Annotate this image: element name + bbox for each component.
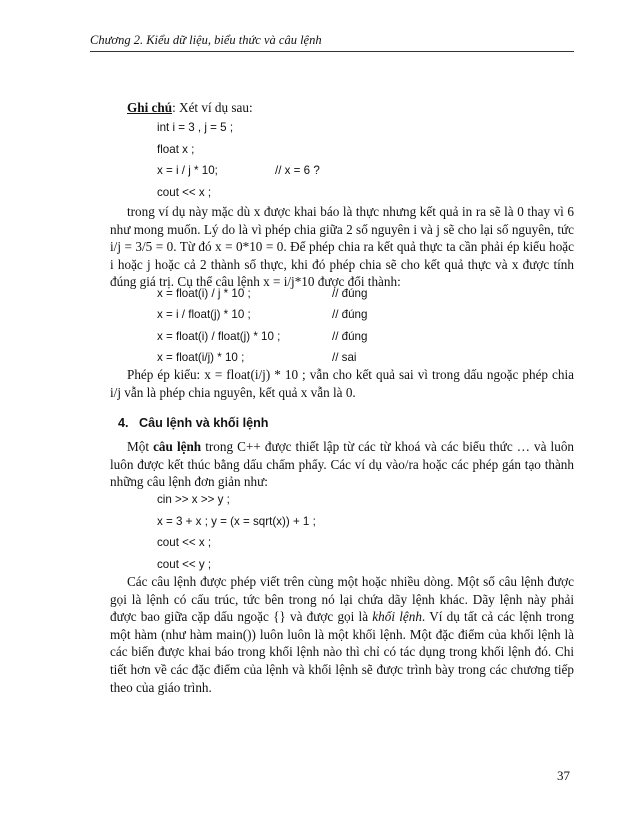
code-line: x = i / j * 10; [157,164,218,177]
paragraph-explanation: trong ví dụ này mặc dù x được khai báo là thực nhưng kết quả in ra sẽ là 0 thay vì 6 như mong muốn. Lý do là vì phép chia giữa 2 số nguyên i và j sẽ cho lại số nguyên, tức i/j = 3/5 = 0. Từ đó x = 0*10 = 0. Để phép chia ra kết quả thực ta cần phải ép kiểu hoặc i hoặc j hoặc cả 2 thành số thực, khi đó phép chia sẽ cho kết quả thực và x được tính đúng giá trị. Cụ thể câu lệnh x = i/j*10 được đổi thành: [110,204,574,290]
code-line: x = i / float(j) * 10 ; [157,308,251,321]
chapter-header: Chương 2. Kiểu dữ liệu, biểu thức và câu lệnh [90,33,322,47]
code-line: cout << x ; [157,186,212,199]
note-label: Ghi chú [127,100,173,115]
code-line: x = float(i) / float(j) * 10 ; [157,330,281,343]
code-line: cout << y ; [157,558,212,571]
term-statement: câu lệnh [153,439,202,454]
code-line: x = 3 + x ; y = (x = sqrt(x)) + 1 ; [157,515,316,528]
code-comment: // đúng [332,308,368,321]
code-line: x = float(i/j) * 10 ; [157,351,245,364]
code-line: cin >> x >> y ; [157,493,230,506]
paragraph-statement: Một câu lệnh trong C++ được thiết lập từ các từ khoá và các biểu thức … và luôn luôn được kết thúc bằng dấu chấm phẩy. Các ví dụ vào/ra hoặc các phép gán tạo thành những câu lệnh đơn giản như: [110,439,575,490]
note-intro: : Xét ví dụ sau: [172,100,253,115]
code-comment: // đúng [332,330,368,343]
code-comment: // đúng [332,287,368,300]
code-line: cout << x ; [157,536,212,549]
code-line: x = float(i) / j * 10 ; [157,287,251,300]
page-number: 37 [557,768,570,783]
header-rule [90,51,574,52]
paragraph-cast-note: Phép ép kiểu: x = float(i/j) * 10 ; vẫn cho kết quả sai vì trong dấu ngoặc phép chia i/j vẫn là phép chia nguyên, kết quả x vẫn là 0. [110,367,574,400]
code-line: float x ; [157,143,195,156]
code-line: int i = 3 , j = 5 ; [157,121,234,134]
term-block: khối lệnh [372,609,422,625]
code-comment: // x = 6 ? [275,164,320,177]
paragraph-block: Các câu lệnh được phép viết trên cùng một hoặc nhiều dòng. Một số câu lệnh được gọi là lệnh có cấu trúc, tức bên trong nó lại chứa dãy lệnh khác. Dãy lệnh này phải được bao giữa cặp dấu ngoặc {} và được gọi là khối lệnh. Ví dụ tất cả các lệnh trong một hàm (như hàm main()) luôn luôn là một khối lệnh. Một đặc điểm của khối lệnh là các biến được khai báo trong khối lệnh nào thì chỉ có tác dụng trong khối lệnh đó. Chi tiết hơn về các đặc điểm của lệnh và khối lệnh sẽ được trình bày trong các chương tiếp theo của giáo trình. [110,574,574,695]
note-line [127,99,253,117]
code-comment: // sai [332,351,357,364]
section-heading: 4. Câu lệnh và khối lệnh [118,416,269,430]
